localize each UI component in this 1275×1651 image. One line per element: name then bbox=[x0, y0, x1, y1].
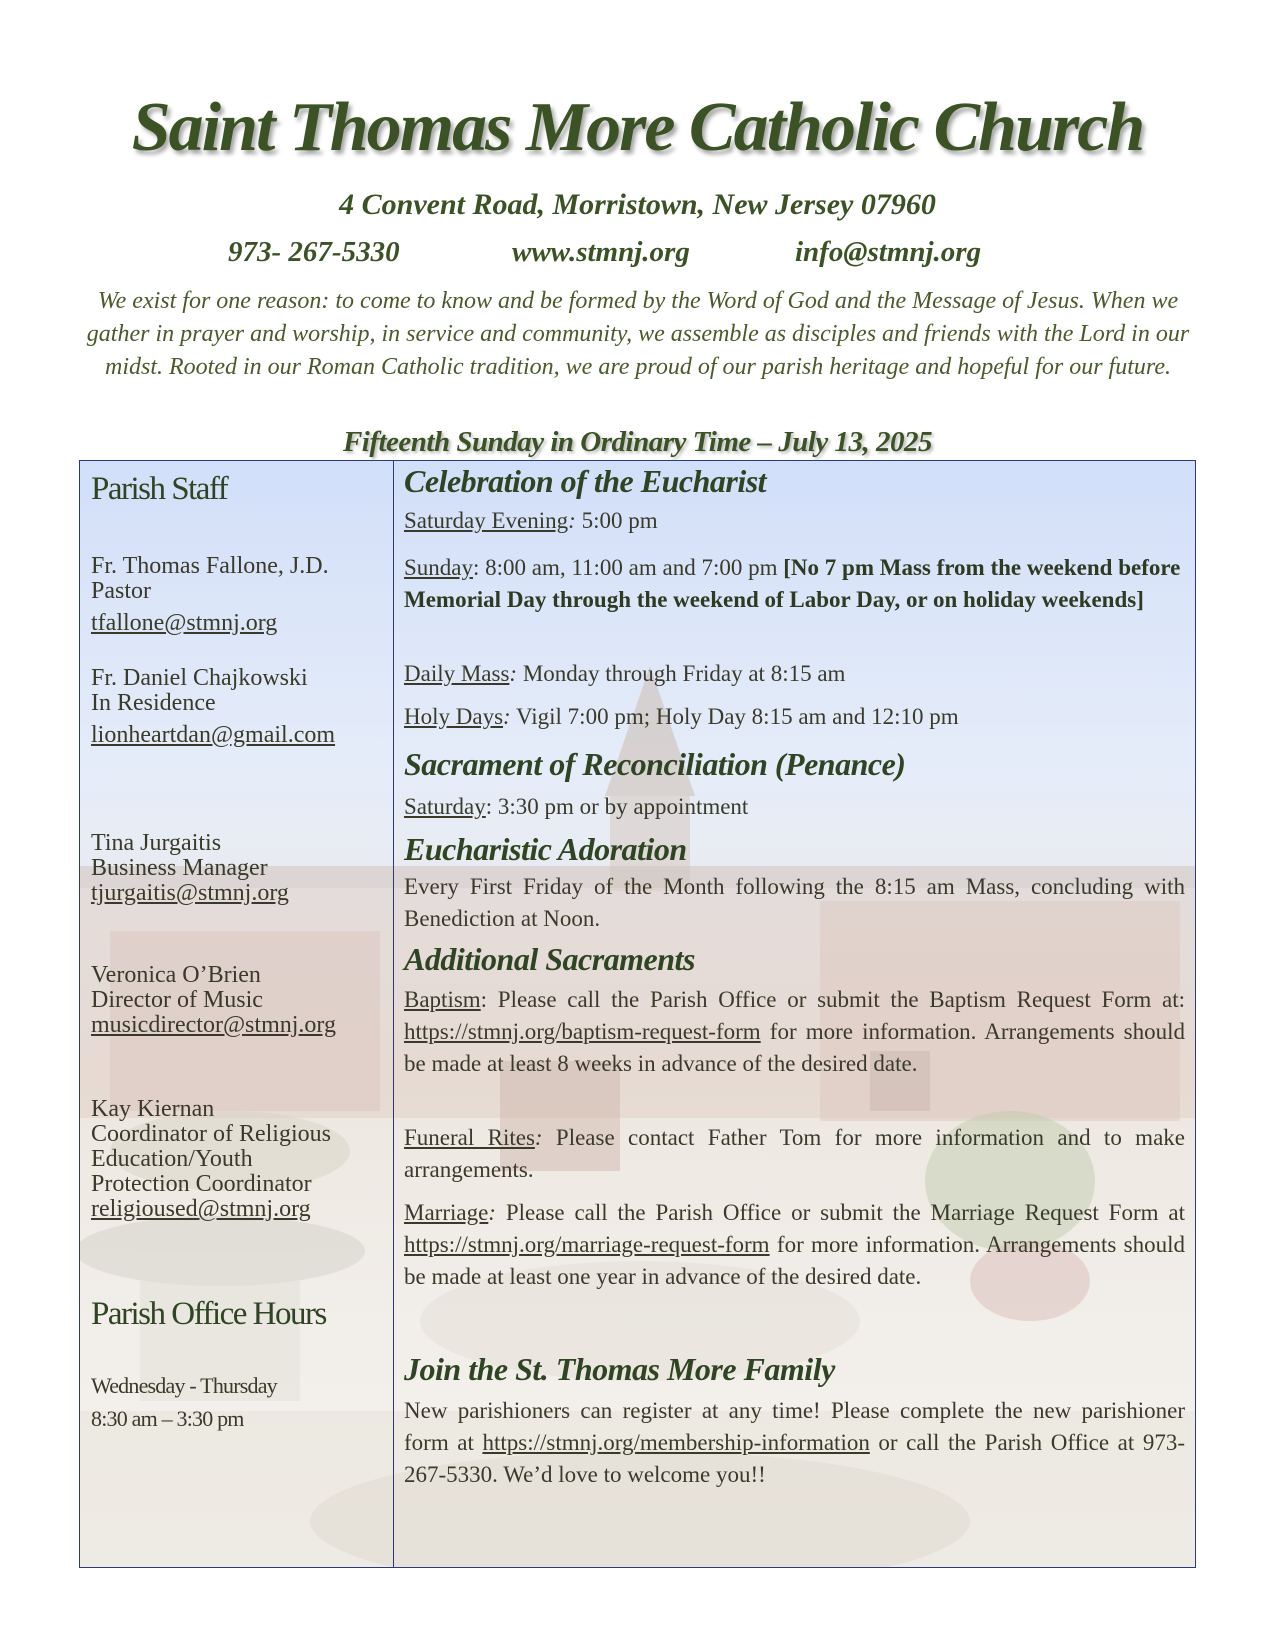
staff-role: In Residence bbox=[91, 690, 216, 716]
holy-sep: : bbox=[503, 704, 511, 729]
reconciliation-label: Saturday bbox=[404, 794, 486, 819]
sunday-note: [No 7 pm Mass from the weekend before Memorial Day through the weekend of Labor Day, or on holiday weekends] bbox=[404, 555, 1181, 612]
office-hours-heading: Parish Office Hours bbox=[91, 1296, 326, 1332]
saturday-label: Saturday Evening bbox=[404, 508, 569, 533]
reconciliation-value: : 3:30 pm or by appointment bbox=[485, 794, 749, 819]
adoration-heading: Eucharistic Adoration bbox=[404, 831, 687, 867]
funeral-sep: : bbox=[534, 1125, 543, 1150]
join-body-end: or call the Parish Office at 973-267-5330. We’d love to welcome you!! bbox=[404, 1430, 1185, 1487]
reconciliation-heading: Sacrament of Reconciliation (Penance) bbox=[404, 746, 906, 782]
marriage-sep: : bbox=[488, 1200, 496, 1225]
office-days: Wednesday - Thursday bbox=[91, 1373, 277, 1398]
church-title: Saint Thomas More Catholic Church bbox=[131, 89, 1144, 166]
join-body: New parishioners can register at any time! Please complete the new parishioner form at bbox=[404, 1398, 1185, 1455]
staff-email[interactable]: musicdirector@stmnj.org bbox=[91, 1012, 336, 1038]
baptism-body-end: for more information. Arrangements should be made at least 8 weeks in advance of the desired date. bbox=[404, 1019, 1185, 1076]
column-divider bbox=[393, 461, 394, 1567]
liturgical-date: Fifteenth Sunday in Ordinary Time – July 13, 2025 bbox=[342, 426, 933, 458]
staff-role: Director of Music bbox=[91, 987, 263, 1013]
membership-link[interactable]: https://stmnj.org/membership-information bbox=[482, 1430, 870, 1455]
marriage-body-end: for more information. Arrangements should be made at least one year in advance of the desired date. bbox=[404, 1232, 1185, 1289]
church-address: 4 Convent Road, Morristown, New Jersey 07960 bbox=[339, 188, 936, 221]
saturday-sep: : bbox=[568, 508, 576, 533]
holy-days bbox=[404, 701, 1185, 733]
daily-mass bbox=[404, 658, 1185, 690]
staff-email[interactable]: lionheartdan@gmail.com bbox=[91, 722, 336, 748]
contact-row bbox=[0, 236, 1275, 276]
email-link[interactable]: info@stmnj.org bbox=[795, 236, 982, 268]
join-heading: Join the St. Thomas More Family bbox=[404, 1351, 835, 1387]
daily-time: Monday through Friday at 8:15 am bbox=[517, 661, 846, 686]
daily-label: Daily Mass bbox=[404, 661, 510, 686]
staff-name: Kay Kiernan bbox=[91, 1096, 215, 1122]
staff-member bbox=[91, 963, 391, 1038]
holy-label: Holy Days bbox=[404, 704, 504, 729]
marriage-body: Please call the Parish Office or submit the Marriage Request Form at bbox=[495, 1200, 1185, 1225]
staff-role: Coordinator of Religious bbox=[91, 1121, 331, 1147]
daily-sep: : bbox=[509, 661, 518, 686]
baptism-link[interactable]: https://stmnj.org/baptism-request-form bbox=[404, 1019, 761, 1044]
staff-email[interactable]: religioused@stmnj.org bbox=[91, 1196, 311, 1222]
reconciliation-times bbox=[404, 791, 1185, 823]
eucharist-heading: Celebration of the Eucharist bbox=[404, 463, 767, 499]
join-text bbox=[404, 1395, 1185, 1491]
parish-staff-heading: Parish Staff bbox=[91, 471, 228, 507]
staff-name: Veronica O’Brien bbox=[91, 962, 261, 988]
staff-member bbox=[91, 666, 391, 748]
office-time: 8:30 am – 3:30 pm bbox=[91, 1406, 244, 1431]
saturday-mass bbox=[404, 505, 1185, 537]
sunday-label: Sunday bbox=[404, 555, 473, 580]
holy-time: Vigil 7:00 pm; Holy Day 8:15 am and 12:10 pm bbox=[510, 704, 959, 729]
funeral-body: Please contact Father Tom for more information and to make arrangements. bbox=[404, 1125, 1185, 1182]
office-hours bbox=[91, 1369, 277, 1435]
phone-number: 973- 267-5330 bbox=[228, 236, 400, 268]
staff-role: Business Manager bbox=[91, 855, 268, 881]
bulletin-box bbox=[79, 460, 1196, 1568]
staff-email[interactable]: tjurgaitis@stmnj.org bbox=[91, 880, 289, 906]
staff-name: Tina Jurgaitis bbox=[91, 830, 222, 856]
marriage-label: Marriage bbox=[404, 1200, 489, 1225]
sacraments-heading: Additional Sacraments bbox=[404, 941, 695, 977]
staff-member bbox=[91, 831, 391, 906]
staff-member bbox=[91, 1097, 391, 1222]
staff-role: Education/Youth bbox=[91, 1146, 253, 1172]
marriage-text bbox=[404, 1197, 1185, 1293]
funeral-label: Funeral Rites bbox=[404, 1125, 535, 1150]
website-link[interactable]: www.stmnj.org bbox=[512, 236, 690, 268]
sunday-times: : 8:00 am, 11:00 am and 7:00 pm bbox=[473, 555, 784, 580]
funeral-text bbox=[404, 1122, 1185, 1186]
staff-name: Fr. Thomas Fallone, J.D. bbox=[91, 553, 329, 579]
staff-member bbox=[91, 554, 391, 636]
baptism-label: Baptism bbox=[404, 987, 481, 1012]
staff-role: Pastor bbox=[91, 578, 151, 604]
mission-statement: We exist for one reason: to come to know and be formed by the Word of God and the Message of Jesus. When we gather in prayer and worship, in service and community, we assemble as disciples and friends with the Lord in our midst. Rooted in our Roman Catholic tradition, we are proud of our parish heritage and hopeful for our future. bbox=[86, 288, 1190, 380]
staff-email[interactable]: tfallone@stmnj.org bbox=[91, 610, 278, 636]
marriage-link[interactable]: https://stmnj.org/marriage-request-form bbox=[404, 1232, 770, 1257]
staff-name: Fr. Daniel Chajkowski bbox=[91, 665, 308, 691]
staff-role: Protection Coordinator bbox=[91, 1171, 312, 1197]
saturday-time: 5:00 pm bbox=[575, 508, 658, 533]
adoration-text: Every First Friday of the Month following the 8:15 am Mass, concluding with Benediction at Noon. bbox=[404, 874, 1185, 931]
baptism-body: : Please call the Parish Office or submit the Baptism Request Form at: bbox=[480, 987, 1185, 1012]
baptism-text bbox=[404, 984, 1185, 1080]
sunday-mass bbox=[404, 552, 1185, 616]
